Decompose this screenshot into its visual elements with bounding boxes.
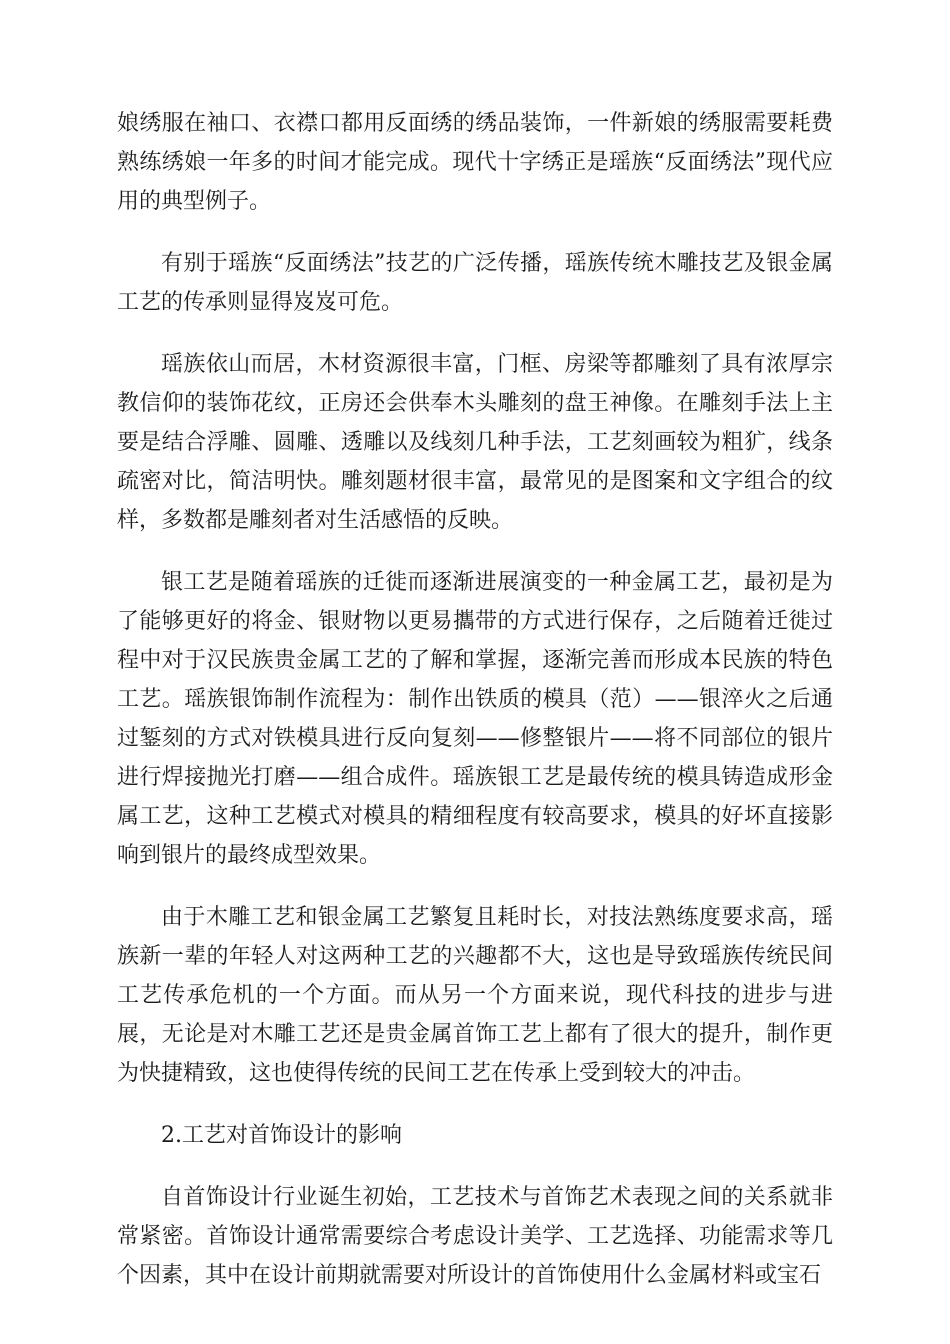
paragraph: 瑶族依山而居，木材资源很丰富，门框、房梁等都雕刻了具有浓厚宗教信仰的装饰花纹，正房还会供奉木头雕刻的盘王神像。在雕刻手法上主要是结合浮雕、圆雕、透雕以及线刻几种手法，工艺刻画较为粗犷，线条疏密对比，简洁明快。雕刻题材很丰富，最常见的是图案和文字组合的纹样，多数都是雕刻者对生活感悟的反映。 xyxy=(117,352,833,533)
paragraph: 自首饰设计行业诞生初始，工艺技术与首饰艺术表现之间的关系就非常紧密。首饰设计通常需要综合考虑设计美学、工艺选择、功能需求等几个因素，其中在设计前期就需要对所设计的首饰使用什么金属材料或宝石 xyxy=(117,1185,833,1288)
paragraph-continued: 娘绣服在袖口、衣襟口都用反面绣的绣品装饰，一件新娘的绣服需要耗费熟练绣娘一年多的时间才能完成。现代十字绣正是瑶族“反面绣法”现代应用的典型例子。 xyxy=(117,111,833,214)
paragraph: 由于木雕工艺和银金属工艺繁复且耗时长，对技法熟练度要求高，瑶族新一辈的年轻人对这两种工艺的兴趣都不大，这也是导致瑶族传统民间工艺传承危机的一个方面。而从另一个方面来说，现代科技的进步与进展，无论是对木雕工艺还是贵金属首饰工艺上都有了很大的提升，制作更为快捷精致，这也使得传统的民间工艺在传承上受到较大的冲击。 xyxy=(117,905,833,1086)
paragraph: 有别于瑶族“反面绣法”技艺的广泛传播，瑶族传统木雕技艺及银金属工艺的传承则显得岌岌可危。 xyxy=(117,251,833,315)
document-body xyxy=(117,104,833,1318)
section-heading: 2.工艺对首饰设计的影响 xyxy=(161,1123,402,1148)
paragraph: 银工艺是随着瑶族的迁徙而逐渐进展演变的一种金属工艺，最初是为了能够更好的将金、银财物以更易攜带的方式进行保存，之后随着迁徙过程中对于汉民族贵金属工艺的了解和掌握，逐渐完善而形成本民族的特色工艺。瑶族银饰制作流程为：制作出铁质的模具（范）——银淬火之后通过錾刻的方式对铁模具进行反向复刻——修整银片——将不同部位的银片进行焊接抛光打磨——组合成件。瑶族银工艺是最传统的模具铸造成形金属工艺，这种工艺模式对模具的精细程度有较高要求，模具的好坏直接影响到银片的最终成型效果。 xyxy=(117,570,833,868)
